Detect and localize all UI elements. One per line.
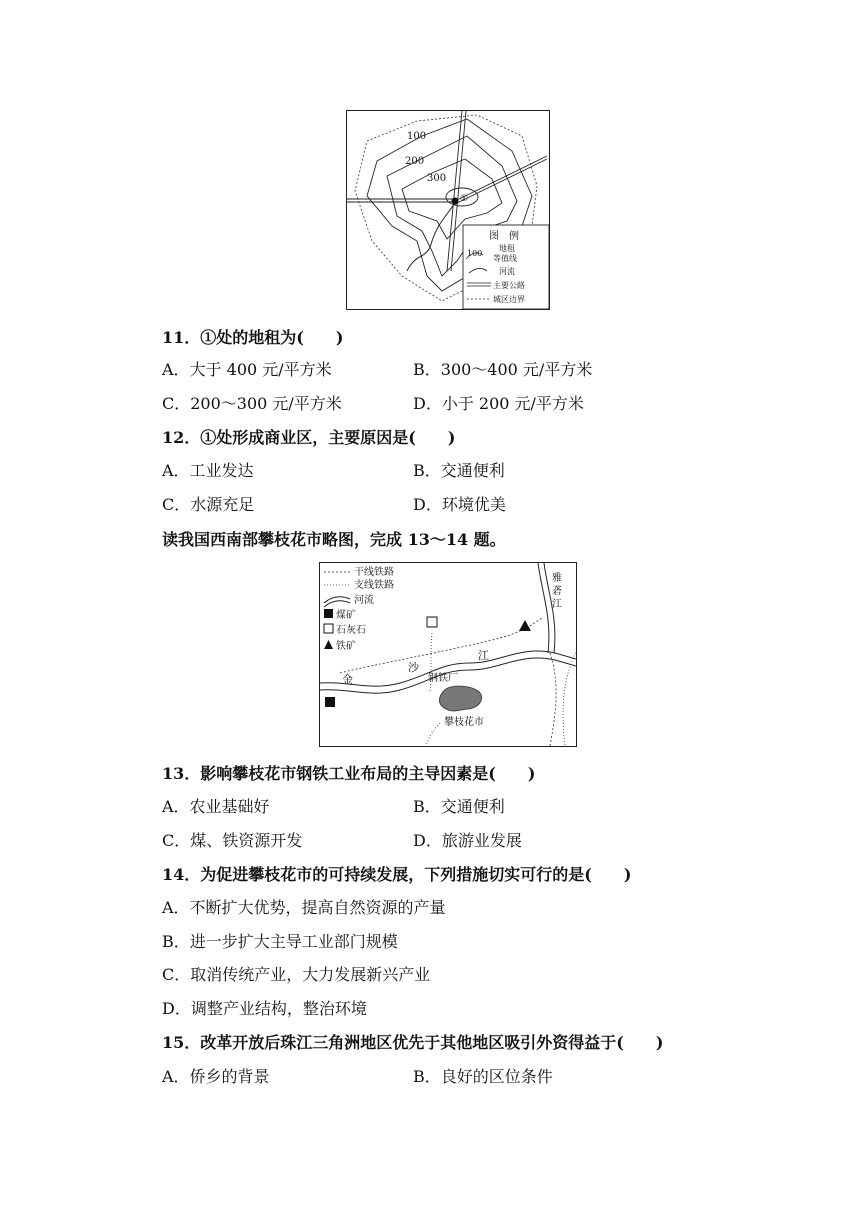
city-label: 攀枝花市 (444, 717, 484, 728)
city-area (439, 686, 481, 711)
q14-option-b: B．进一步扩大主导工业部门规模 (162, 932, 398, 951)
legend-contour-value: 100 (467, 249, 483, 258)
legend-coal: 煤矿 (336, 610, 356, 621)
rent-contour-map-drawing (347, 111, 549, 309)
q12-option-b: B．交通便利 (413, 461, 505, 480)
legend-title: 图 例 (489, 231, 519, 242)
river-char-sha: 沙 (408, 661, 419, 674)
q11-option-c: C．200～300 元/平方米 (162, 394, 342, 413)
question-13-stem: 13．影响攀枝花市钢铁工业布局的主导因素是( ) (162, 764, 536, 783)
question-14-stem: 14．为促进攀枝花市的可持续发展，下列措施切实可行的是( ) (162, 865, 632, 884)
coal-icon (324, 609, 333, 618)
yalong-char-3: 江 (552, 599, 562, 610)
limestone-icon (324, 624, 333, 633)
contour-label-300: 300 (427, 173, 447, 184)
yalong-char-2: 砻 (552, 586, 562, 597)
rent-contour-map (346, 110, 550, 310)
q14-option-d: D．调整产业结构，整治环境 (162, 999, 367, 1018)
legend-river: 河流 (499, 267, 515, 276)
legend-iron: 铁矿 (336, 641, 356, 652)
legend-main-railway: 干线铁路 (354, 567, 394, 578)
iron-icon (324, 640, 333, 649)
q11-option-b: B．300～400 元/平方米 (413, 360, 593, 379)
q15-option-a: A．侨乡的背景 (162, 1067, 270, 1086)
iron-mine-marker (519, 620, 531, 631)
q12-option-d: D．环境优美 (413, 495, 506, 514)
river-char-jiang: 江 (478, 649, 489, 662)
q11-option-d: D．小于 200 元/平方米 (413, 394, 584, 413)
q13-option-c: C．煤、铁资源开发 (162, 831, 303, 850)
panzhihua-map-drawing (320, 563, 576, 746)
river-char-jin: 金 (342, 673, 353, 686)
point-1-label: ① (460, 194, 469, 204)
legend-river: 河流 (354, 595, 374, 606)
q12-option-a: A．工业发达 (162, 461, 254, 480)
q15-option-b: B．良好的区位条件 (413, 1067, 553, 1086)
contour-label-200: 200 (405, 156, 425, 167)
legend-road: 主要公路 (493, 281, 525, 290)
q14-option-a: A．不断扩大优势，提高自然资源的产量 (162, 898, 446, 917)
question-12-stem: 12．①处形成商业区，主要原因是( ) (162, 428, 456, 447)
legend-contour: 地租 (499, 244, 515, 253)
yalong-river-line (538, 563, 549, 653)
legend-boundary: 城区边界 (493, 295, 525, 304)
q13-option-d: D．旅游业发展 (413, 831, 522, 850)
steel-plant-label: 钢铁厂 (428, 673, 458, 684)
question-15-stem: 15．改革开放后珠江三角洲地区优先于其他地区吸引外资得益于( ) (162, 1033, 664, 1052)
point-1-marker (452, 198, 459, 205)
coal-mine-marker (325, 697, 335, 707)
q12-option-c: C．水源充足 (162, 495, 255, 514)
q13-option-a: A．农业基础好 (162, 797, 270, 816)
yalong-char-1: 雅 (552, 573, 562, 584)
legend-branch-railway: 支线铁路 (354, 580, 394, 591)
reading-intro: 读我国西南部攀枝花市略图，完成 13～14 题。 (162, 530, 506, 549)
q13-option-b: B．交通便利 (413, 797, 505, 816)
q11-option-a: A．大于 400 元/平方米 (162, 360, 332, 379)
question-11-stem: 11．①处的地租为( ) (162, 328, 344, 347)
contour-label-100: 100 (407, 131, 427, 142)
limestone-marker (427, 617, 437, 627)
panzhihua-map (319, 562, 577, 747)
legend-contour-2: 等值线 (493, 254, 517, 263)
q14-option-c: C．取消传统产业，大力发展新兴产业 (162, 965, 431, 984)
legend-limestone: 石灰石 (336, 625, 366, 636)
